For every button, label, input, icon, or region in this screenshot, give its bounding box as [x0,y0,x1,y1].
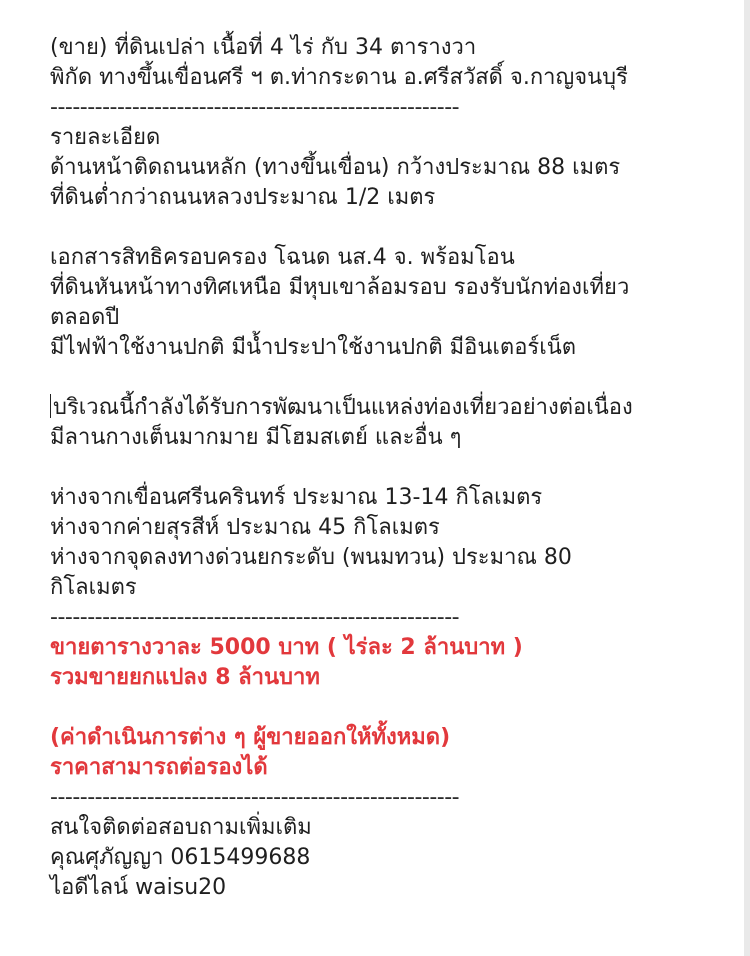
area-development-text: บริเวณนี้กำลังได้รับการพัฒนาเป็นแหล่งท่องเที่ยวอย่างต่อเนื่อง [53,395,633,420]
blank-line [50,453,740,483]
facing-line-continued: ตลอดปี [50,305,120,330]
utilities-line: มีไฟฟ้าใช้งานปกติ มีน้ำประปาใช้งานปกติ มีอินเตอร์เน็ต [50,335,577,360]
frontage-line: ด้านหน้าติดถนนหลัก (ทางขึ้นเขื่อน) กว้างประมาณ 88 เมตร [50,155,621,180]
listing-text[interactable] [50,33,740,903]
contact-line-id: ไอดีไลน์ waisu20 [50,875,227,900]
distance-expressway-unit: กิโลเมตร [50,575,137,600]
separator-2: ------------------------------------------------------- [50,605,460,630]
contact-name-phone: คุณศุภัญญา 0615499688 [50,845,311,870]
window-edge [744,0,750,956]
blank-line [50,363,740,393]
land-level-line: ที่ดินต่ำกว่าถนนหลวงประมาณ 1/2 เมตร [50,185,436,210]
contact-intro: สนใจติดต่อสอบถามเพิ่มเติม [50,815,312,840]
fees-note: (ค่าดำเนินการต่าง ๆ ผู้ขายออกให้ทั้งหมด) [50,725,451,750]
deed-line: เอกสารสิทธิครอบครอง โฉนด นส.4 จ. พร้อมโอน [50,245,515,270]
price-per-wa: ขายตารางวาละ 5000 บาท ( ไร่ละ 2 ล้านบาท ) [50,635,523,660]
facing-line: ที่ดินหันหน้าทางทิศเหนือ มีหุบเขาล้อมรอบ รองรับนักท่องเที่ยว [50,275,630,300]
separator-3: ------------------------------------------------------- [50,785,460,810]
separator-1: ------------------------------------------------------- [50,95,460,120]
blank-line [50,213,740,243]
price-total: รวมขายยกแปลง 8 ล้านบาท [50,665,320,690]
listing-title: (ขาย) ที่ดินเปล่า เนื้อที่ 4 ไร่ กับ 34 ตารางวา [50,35,477,60]
negotiable-note: ราคาสามารถต่อรองได้ [50,755,268,780]
area-development-line [50,393,740,423]
details-heading: รายละเอียด [50,125,161,150]
distance-camp-line: ห่างจากค่ายสุรสีห์ ประมาณ 45 กิโลเมตร [50,515,440,540]
distance-expressway-line: ห่างจากจุดลงทางด่วนยกระดับ (พนมทวน) ประมาณ 80 [50,545,572,570]
distance-dam-line: ห่างจากเขื่อนศรีนครินทร์ ประมาณ 13-14 กิโลเมตร [50,485,543,510]
text-cursor [50,394,51,418]
location-line: พิกัด ทางขึ้นเขื่อนศรี ฯ ต.ท่ากระดาน อ.ศรีสวัสดิ์ จ.กาญจนบุรี [50,65,628,90]
camping-line: มีลานกางเต็นมากมาย มีโฮมสเตย์ และอื่น ๆ [50,425,462,450]
blank-line [50,693,740,723]
